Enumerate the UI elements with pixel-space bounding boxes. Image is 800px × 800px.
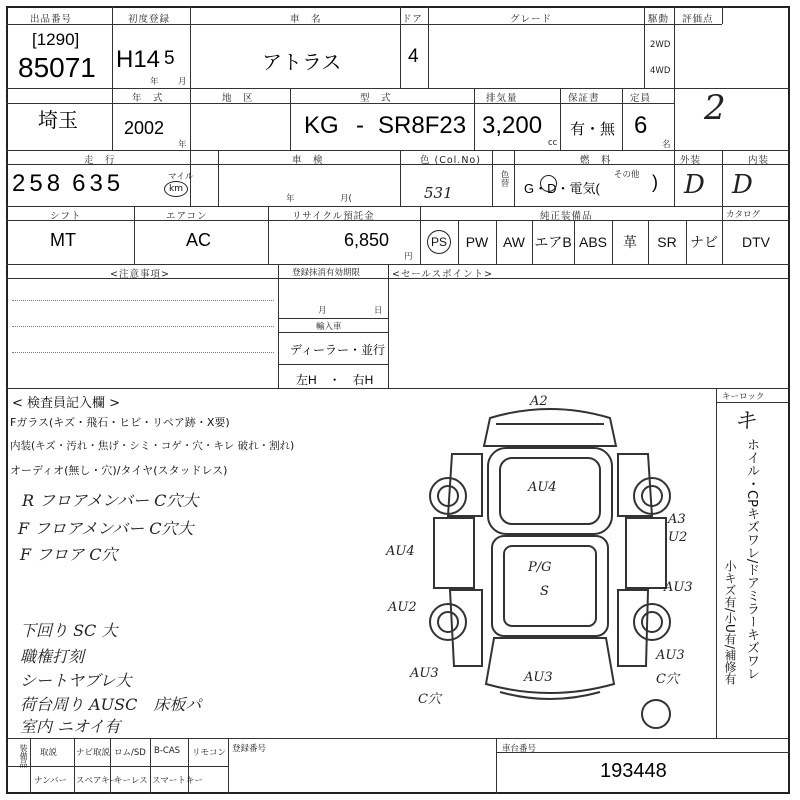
diagram-label: U2 [668,530,688,545]
fuel-close: ) [652,172,658,192]
equip-dtv: DTV [742,234,770,250]
footer-item: キーレス [114,776,148,786]
diagram-label: AU3 [664,580,693,595]
drive-header: 駆動 [648,14,670,25]
footer-left: 装備品 [19,744,28,768]
exterior-header: 外装 [680,155,702,166]
hand-note: 職権打刻 [20,647,85,666]
mile-label: マイル [168,172,194,182]
catalog-header: カタログ [726,210,761,220]
equip-ps: PS [420,220,458,264]
model-year-header: 年 式 [132,93,164,104]
diagram-label: AU4 [528,480,557,495]
color-header: 色 (Col.No) [420,155,481,166]
hand-note: R フロアメンバー C穴大 [22,491,199,510]
aircon-value: AC [186,230,212,250]
region-header: 地 区 [222,93,254,104]
notes-line [12,352,274,353]
capacity-unit: 名 [662,140,671,150]
exterior-score: D [684,170,705,200]
side-note-2: 小キズ有/小U有/補修有 [723,560,737,685]
color-change: 色替 [499,170,509,187]
keyrock-mark: キ [734,409,757,434]
inspection-header: 車 検 [292,155,324,166]
inspection-year-unit: 年 [286,194,295,204]
footer-item: リモコン [192,748,227,758]
reg-day-unit: 日 [374,306,383,316]
footer-item: 取説 [40,748,58,758]
capacity: 6 [634,112,648,139]
fuel-header: 燃 料 [580,155,612,166]
mileage-digit: 5 [106,170,121,197]
diagram-label: S [540,584,549,599]
score-header: 評価点 [682,14,714,25]
fuel-diesel-circle [540,175,557,192]
inspector-line-interior: 内装(キズ・汚れ・焦げ・シミ・コゲ・穴・キレ 破れ・割れ) [10,440,295,452]
displacement: 3,200 [482,112,543,139]
footer-item: B-CAS [154,746,181,756]
chassis-number: 193448 [600,760,667,782]
inspector-line-audio: オーディオ(無し・穴)/タイヤ(スタッドレス) [10,464,228,477]
recycle-value: 6,850 [344,230,390,250]
shift-value: MT [50,230,76,250]
equip-leather: 革 [623,234,637,250]
diagram-label: A3 [668,512,686,527]
interior-header: 内装 [748,155,770,166]
side-note: ホイル・CPキズワレ/ドアミラーキズワレ [744,438,759,681]
equip-airbag: エアB [534,234,572,250]
door-count: 4 [408,46,419,67]
mileage-digit: 2 [12,170,26,197]
stock-number: 85071 [18,52,96,83]
footer-item: ナビ取説 [76,748,111,758]
color-no: 531 [424,184,453,202]
equip-pw: PW [465,234,489,250]
type-header: 型 式 [360,93,392,104]
inspector-line-glass: Fガラス(キズ・飛石・ヒビ・リペア跡・X要) [10,416,230,429]
handle-side: 左H ・ 右H [296,373,374,387]
chassis-no-header: 車台番号 [502,744,537,754]
mileage-digit: 8 [46,170,61,197]
first-reg-month: 5 [164,48,175,69]
model-year: 2002 [124,118,165,138]
fuel-other: その他 [614,170,640,180]
warranty-value: 有・無 [570,121,616,138]
grade-header: グレード [510,14,553,25]
type-code: SR8F23 [378,112,467,139]
cc-unit: cc [548,138,558,148]
first-reg-era: H14 [116,46,161,73]
lot-code: [1290] [32,30,80,49]
year-mark: 年 [178,140,187,150]
hand-note: F フロア C穴 [20,545,118,564]
notes-line [12,300,274,301]
equipment-header: 純正装備品 [540,211,593,222]
keyrock-header: キーロック [722,392,765,402]
notes-line [12,326,274,327]
car-name-header: 車 名 [290,14,322,25]
diagram-label: AU4 [386,544,415,559]
footer-item: ロム/SD [114,748,146,758]
diagram-label: AU3 [524,670,553,685]
notes-header: <注意事項> [110,269,170,280]
hand-note: 下回り SC 大 [20,621,118,640]
hand-note: F フロアメンバー C穴大 [18,519,194,538]
reg-no-header: 登録番号 [232,744,267,754]
diagram-label: AU3 [410,666,439,681]
equip-sunroof: SR [657,234,677,250]
diagram-label: P/G [528,560,552,575]
equip-aw: AW [502,234,526,250]
region: 埼玉 [38,110,78,132]
type-dash: - [356,112,364,139]
mileage-digit: 5 [29,170,43,197]
diagram-label: A2 [530,394,548,409]
overall-score: 2 [704,88,726,128]
car-name: アトラス [262,52,342,74]
equip-abs: ABS [578,234,607,250]
stock-no-header: 出品番号 [30,14,73,25]
diagram-label: C穴 [418,692,441,707]
capacity-header: 定員 [630,93,652,104]
hand-note: 荷台周り AUSC 床板パ [20,695,202,714]
yen-unit: 円 [404,252,413,262]
interior-score: D [732,170,753,200]
mileage-digit: 3 [89,170,103,197]
inspection-month-unit: 月( [340,194,352,204]
fuel-options: G・D・電気( [524,181,600,196]
diagram-label: C穴 [656,672,679,687]
footer-item: スマートキー [152,776,203,786]
mileage-digits [12,170,170,200]
drive-4wd: 4WD [650,66,671,76]
recycle-header: リサイクル預託金 [292,211,375,222]
import-header: 輸入車 [316,322,342,332]
diagram-label: AU2 [388,600,417,615]
equip-navi: ナビ [690,234,718,250]
doors-header: ドア [402,14,423,25]
reg-expiry-header: 登録抹消有効期限 [292,268,361,278]
mileage-header: 走 行 [84,155,116,166]
hand-note: 室内 ニオイ有 [20,717,121,736]
month-unit: 月 [178,77,187,87]
mileage-digit: 6 [72,170,86,197]
footer-item: スペアキー [76,776,119,786]
hand-note: シートヤブレ大 [20,671,132,690]
import-dealer: ディーラー・並行 [290,343,386,357]
sales-point-header: <セールスポイント> [392,269,494,280]
year-unit: 年 [150,77,159,87]
diagram-label: AU3 [656,648,685,663]
km-circle: km [164,181,188,197]
shift-header: シフト [50,211,82,222]
first-reg-header: 初度登録 [128,14,171,25]
warranty-header: 保証書 [568,93,600,104]
reg-month-unit: 月 [318,306,327,316]
displacement-header: 排気量 [486,93,518,104]
drive-2wd: 2WD [650,40,671,50]
type-prefix: KG [304,112,339,139]
footer-item: ナンバー [34,776,67,786]
aircon-header: エアコン [166,211,208,222]
inspector-header: < 検査員記入欄 > [12,396,121,411]
